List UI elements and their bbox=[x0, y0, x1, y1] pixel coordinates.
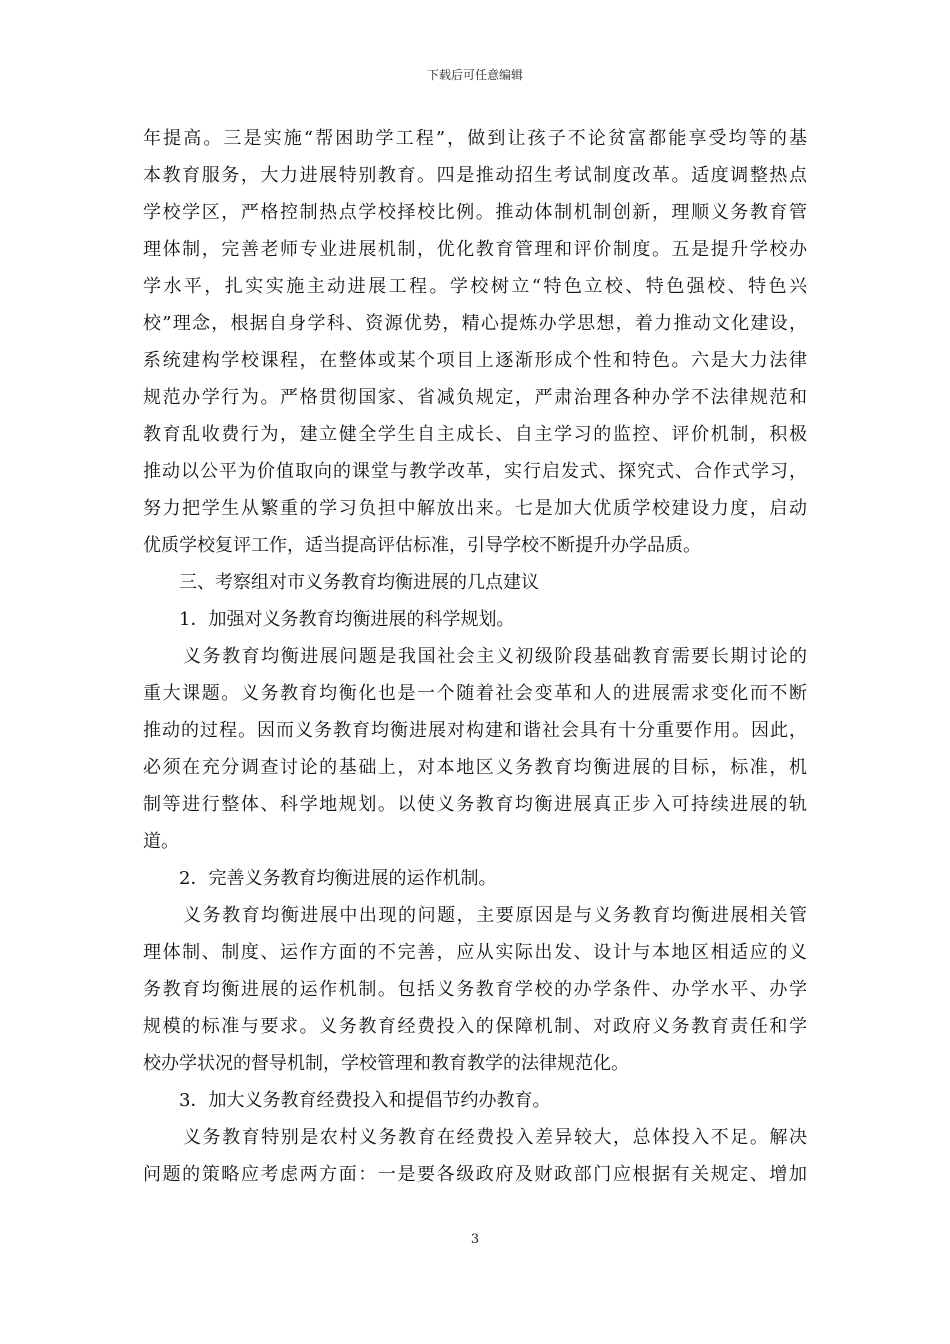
text-line: 问题的策略应考虑两方面：一是要各级政府及财政部门应根据有关规定、增加 bbox=[143, 1164, 807, 1185]
text-line: 校”理念，根据自身学科、资源优势，精心提炼办学思想，着力推动文化建设， bbox=[143, 313, 807, 334]
text-line: 制等进行整体、科学地规划。以使义务教育均衡进展真正步入可持续进展的轨 bbox=[143, 794, 807, 815]
subheading: 2．完善义务教育均衡进展的运作机制。 bbox=[179, 868, 497, 889]
text-line: 努力把学生从繁重的学习负担中解放出来。七是加大优质学校建设力度，启动 bbox=[143, 498, 807, 519]
text-line: 推动以公平为价值取向的课堂与教学改革，实行启发式、探究式、合作式学习， bbox=[143, 461, 807, 482]
text-line: 校办学状况的督导机制，学校管理和教育教学的法律规范化。 bbox=[143, 1053, 629, 1074]
subheading: 1．加强对义务教育均衡进展的科学规划。 bbox=[179, 609, 515, 630]
text-line: 义务教育均衡进展中出现的问题，主要原因是与义务教育均衡进展相关管 bbox=[183, 905, 807, 926]
text-line: 学水平，扎实实施主动进展工程。学校树立“特色立校、特色强校、特色兴 bbox=[143, 276, 807, 297]
text-line: 道。 bbox=[143, 831, 179, 852]
text-line: 教育乱收费行为，建立健全学生自主成长、自主学习的监控、评价机制，积极 bbox=[143, 424, 807, 445]
text-line: 本教育服务，大力进展特别教育。四是推动招生考试制度改革。适度调整热点 bbox=[143, 165, 807, 186]
text-line: 务教育均衡进展的运作机制。包括义务教育学校的办学条件、办学水平、办学 bbox=[143, 979, 807, 1000]
text-line: 规模的标准与要求。义务教育经费投入的保障机制、对政府义务教育责任和学 bbox=[143, 1016, 807, 1037]
text-line: 理体制、制度、运作方面的不完善，应从实际出发、设计与本地区相适应的义 bbox=[143, 942, 807, 963]
page-number: 3 bbox=[470, 1232, 480, 1247]
text-line: 推动的过程。因而义务教育均衡进展对构建和谐社会具有十分重要作用。因此， bbox=[143, 720, 807, 741]
text-line: 义务教育特别是农村义务教育在经费投入差异较大，总体投入不足。解决 bbox=[183, 1127, 807, 1148]
text-line: 规范办学行为。严格贯彻国家、省减负规定，严肃治理各种办学不法律规范和 bbox=[143, 387, 807, 408]
text-line: 优质学校复评工作，适当提高评估标准，引导学校不断提升办学品质。 bbox=[143, 535, 701, 556]
text-line: 必须在充分调查讨论的基础上，对本地区义务教育均衡进展的目标，标准，机 bbox=[143, 757, 807, 778]
document-body bbox=[143, 120, 807, 1193]
text-line: 理体制，完善老师专业进展机制，优化教育管理和评价制度。五是提升学校办 bbox=[143, 239, 807, 260]
text-line: 系统建构学校课程，在整体或某个项目上逐渐形成个性和特色。六是大力法律 bbox=[143, 350, 807, 371]
text-line: 年提高。三是实施“帮困助学工程”，做到让孩子不论贫富都能享受均等的基 bbox=[143, 128, 807, 149]
text-line: 学校学区，严格控制热点学校择校比例。推动体制机制创新，理顺义务教育管 bbox=[143, 202, 807, 223]
text-line: 义务教育均衡进展问题是我国社会主义初级阶段基础教育需要长期讨论的 bbox=[183, 646, 807, 667]
text-line: 重大课题。义务教育均衡化也是一个随着社会变革和人的进展需求变化而不断 bbox=[143, 683, 807, 704]
section-heading: 三、考察组对市义务教育均衡进展的几点建议 bbox=[179, 572, 539, 593]
page-header: 下载后可任意编辑 bbox=[426, 68, 523, 82]
subheading: 3．加大义务教育经费投入和提倡节约办教育。 bbox=[179, 1090, 551, 1111]
